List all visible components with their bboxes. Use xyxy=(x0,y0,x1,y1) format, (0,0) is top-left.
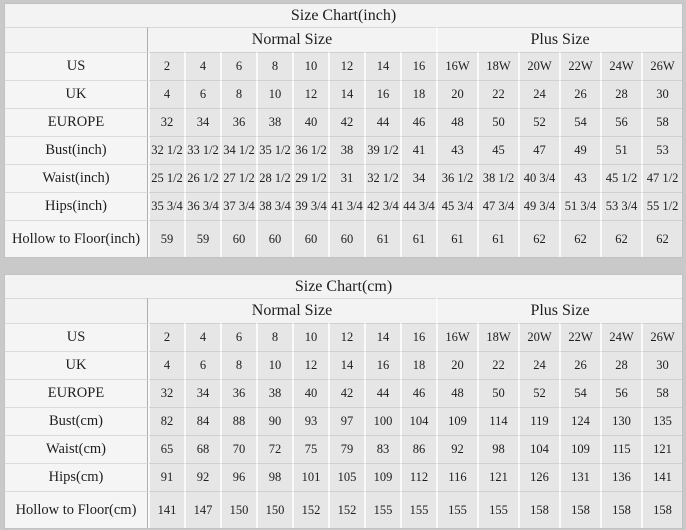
size-value-cell: 16W xyxy=(436,323,477,351)
size-value-cell: 14 xyxy=(364,52,400,80)
size-value-cell: 97 xyxy=(328,407,364,435)
size-value-cell: 2 xyxy=(148,52,184,80)
row-label: Hollow to Floor(cm) xyxy=(5,491,148,528)
size-value-cell: 22W xyxy=(559,323,600,351)
size-value-cell: 20 xyxy=(436,351,477,379)
size-value-cell: 115 xyxy=(600,435,641,463)
table-row xyxy=(5,435,682,463)
size-value-cell: 10 xyxy=(292,52,328,80)
table-row xyxy=(5,108,682,136)
size-value-cell: 92 xyxy=(436,435,477,463)
size-value-cell: 60 xyxy=(220,220,256,257)
size-value-cell: 158 xyxy=(559,491,600,528)
column-group-normal-size: Normal Size xyxy=(148,27,436,52)
column-group-plus-size: Plus Size xyxy=(436,298,682,323)
size-value-cell: 33 1/2 xyxy=(184,136,220,164)
size-value-cell: 136 xyxy=(600,463,641,491)
size-value-cell: 101 xyxy=(292,463,328,491)
size-value-cell: 75 xyxy=(292,435,328,463)
size-value-cell: 104 xyxy=(400,407,436,435)
size-value-cell: 16 xyxy=(364,80,400,108)
size-value-cell: 16 xyxy=(400,52,436,80)
column-group-plus-size: Plus Size xyxy=(436,27,682,52)
size-value-cell: 10 xyxy=(256,80,292,108)
size-value-cell: 79 xyxy=(328,435,364,463)
table-row xyxy=(5,463,682,491)
size-value-cell: 50 xyxy=(477,379,518,407)
size-value-cell: 18W xyxy=(477,323,518,351)
size-value-cell: 6 xyxy=(220,52,256,80)
size-value-cell: 56 xyxy=(600,379,641,407)
size-value-cell: 25 1/2 xyxy=(148,164,184,192)
size-value-cell: 22 xyxy=(477,80,518,108)
size-value-cell: 48 xyxy=(436,108,477,136)
size-value-cell: 155 xyxy=(364,491,400,528)
size-value-cell: 42 3/4 xyxy=(364,192,400,220)
size-value-cell: 14 xyxy=(364,323,400,351)
size-value-cell: 6 xyxy=(184,351,220,379)
size-value-cell: 70 xyxy=(220,435,256,463)
table-row xyxy=(5,136,682,164)
row-label: EUROPE xyxy=(5,108,148,136)
table-title: Size Chart(inch) xyxy=(5,4,682,27)
row-label: US xyxy=(5,52,148,80)
size-value-cell: 44 xyxy=(364,379,400,407)
size-value-cell: 112 xyxy=(400,463,436,491)
size-value-cell: 152 xyxy=(292,491,328,528)
size-value-cell: 38 3/4 xyxy=(256,192,292,220)
size-value-cell: 93 xyxy=(292,407,328,435)
size-value-cell: 32 xyxy=(148,379,184,407)
size-value-cell: 36 xyxy=(220,379,256,407)
size-value-cell: 119 xyxy=(518,407,559,435)
size-value-cell: 158 xyxy=(641,491,682,528)
size-value-cell: 61 xyxy=(400,220,436,257)
size-value-cell: 36 3/4 xyxy=(184,192,220,220)
size-value-cell: 8 xyxy=(220,80,256,108)
size-value-cell: 90 xyxy=(256,407,292,435)
row-label: Hips(inch) xyxy=(5,192,148,220)
size-value-cell: 36 1/2 xyxy=(436,164,477,192)
size-value-cell: 62 xyxy=(641,220,682,257)
column-group-row xyxy=(5,298,682,323)
size-value-cell: 59 xyxy=(184,220,220,257)
size-value-cell: 12 xyxy=(292,351,328,379)
size-value-cell: 35 1/2 xyxy=(256,136,292,164)
size-value-cell: 130 xyxy=(600,407,641,435)
size-value-cell: 59 xyxy=(148,220,184,257)
size-value-cell: 24W xyxy=(600,52,641,80)
size-value-cell: 62 xyxy=(518,220,559,257)
size-value-cell: 14 xyxy=(328,351,364,379)
size-value-cell: 105 xyxy=(328,463,364,491)
size-value-cell: 43 xyxy=(559,164,600,192)
size-value-cell: 18 xyxy=(400,80,436,108)
size-value-cell: 158 xyxy=(518,491,559,528)
size-value-cell: 47 1/2 xyxy=(641,164,682,192)
size-value-cell: 36 xyxy=(220,108,256,136)
size-value-cell: 14 xyxy=(328,80,364,108)
table-row xyxy=(5,52,682,80)
size-value-cell: 38 xyxy=(256,379,292,407)
size-value-cell: 26 xyxy=(559,351,600,379)
row-label: Bust(cm) xyxy=(5,407,148,435)
size-value-cell: 155 xyxy=(477,491,518,528)
row-label: US xyxy=(5,323,148,351)
size-value-cell: 24W xyxy=(600,323,641,351)
size-value-cell: 91 xyxy=(148,463,184,491)
size-value-cell: 40 3/4 xyxy=(518,164,559,192)
size-value-cell: 72 xyxy=(256,435,292,463)
size-value-cell: 30 xyxy=(641,80,682,108)
size-value-cell: 22 xyxy=(477,351,518,379)
size-value-cell: 116 xyxy=(436,463,477,491)
size-value-cell: 45 xyxy=(477,136,518,164)
size-value-cell: 124 xyxy=(559,407,600,435)
table-row xyxy=(5,164,682,192)
size-value-cell: 100 xyxy=(364,407,400,435)
row-label: UK xyxy=(5,80,148,108)
size-value-cell: 28 xyxy=(600,351,641,379)
size-value-cell: 150 xyxy=(220,491,256,528)
size-value-cell: 131 xyxy=(559,463,600,491)
size-value-cell: 104 xyxy=(518,435,559,463)
size-value-cell: 10 xyxy=(256,351,292,379)
size-value-cell: 56 xyxy=(600,108,641,136)
size-value-cell: 45 1/2 xyxy=(600,164,641,192)
size-value-cell: 98 xyxy=(477,435,518,463)
size-value-cell: 155 xyxy=(400,491,436,528)
size-value-cell: 4 xyxy=(148,80,184,108)
size-value-cell: 36 1/2 xyxy=(292,136,328,164)
size-value-cell: 46 xyxy=(400,379,436,407)
size-value-cell: 83 xyxy=(364,435,400,463)
table-title: Size Chart(cm) xyxy=(5,275,682,298)
size-value-cell: 61 xyxy=(436,220,477,257)
size-value-cell: 54 xyxy=(559,108,600,136)
size-value-cell: 30 xyxy=(641,351,682,379)
size-value-cell: 16 xyxy=(400,323,436,351)
size-value-cell: 16 xyxy=(364,351,400,379)
size-value-cell: 20 xyxy=(436,80,477,108)
size-value-cell: 12 xyxy=(292,80,328,108)
size-value-cell: 152 xyxy=(328,491,364,528)
size-value-cell: 40 xyxy=(292,379,328,407)
size-value-cell: 41 3/4 xyxy=(328,192,364,220)
size-value-cell: 39 1/2 xyxy=(364,136,400,164)
table-row xyxy=(5,192,682,220)
size-value-cell: 43 xyxy=(436,136,477,164)
size-value-cell: 45 3/4 xyxy=(436,192,477,220)
row-label: Hips(cm) xyxy=(5,463,148,491)
size-value-cell: 26 1/2 xyxy=(184,164,220,192)
size-value-cell: 38 1/2 xyxy=(477,164,518,192)
size-value-cell: 135 xyxy=(641,407,682,435)
size-value-cell: 24 xyxy=(518,351,559,379)
size-value-cell: 2 xyxy=(148,323,184,351)
table-row xyxy=(5,491,682,528)
size-value-cell: 141 xyxy=(641,463,682,491)
row-label: EUROPE xyxy=(5,379,148,407)
size-value-cell: 62 xyxy=(600,220,641,257)
size-value-cell: 46 xyxy=(400,108,436,136)
column-group-row xyxy=(5,27,682,52)
size-value-cell: 12 xyxy=(328,323,364,351)
size-value-cell: 147 xyxy=(184,491,220,528)
size-value-cell: 155 xyxy=(436,491,477,528)
size-value-cell: 4 xyxy=(148,351,184,379)
corner-cell xyxy=(5,298,148,323)
size-value-cell: 18 xyxy=(400,351,436,379)
size-value-cell: 18W xyxy=(477,52,518,80)
size-value-cell: 28 xyxy=(600,80,641,108)
size-value-cell: 92 xyxy=(184,463,220,491)
size-value-cell: 44 xyxy=(364,108,400,136)
size-value-cell: 60 xyxy=(256,220,292,257)
row-label: UK xyxy=(5,351,148,379)
size-value-cell: 4 xyxy=(184,52,220,80)
size-value-cell: 37 3/4 xyxy=(220,192,256,220)
size-value-cell: 58 xyxy=(641,108,682,136)
size-value-cell: 86 xyxy=(400,435,436,463)
size-value-cell: 109 xyxy=(559,435,600,463)
size-value-cell: 47 xyxy=(518,136,559,164)
size-value-cell: 4 xyxy=(184,323,220,351)
size-value-cell: 114 xyxy=(477,407,518,435)
size-value-cell: 50 xyxy=(477,108,518,136)
size-value-cell: 32 1/2 xyxy=(364,164,400,192)
size-value-cell: 6 xyxy=(220,323,256,351)
size-value-cell: 34 1/2 xyxy=(220,136,256,164)
size-value-cell: 39 3/4 xyxy=(292,192,328,220)
size-value-cell: 82 xyxy=(148,407,184,435)
size-value-cell: 31 xyxy=(328,164,364,192)
size-value-cell: 58 xyxy=(641,379,682,407)
size-value-cell: 28 1/2 xyxy=(256,164,292,192)
size-value-cell: 68 xyxy=(184,435,220,463)
size-chart-cm-table xyxy=(4,274,683,529)
size-value-cell: 62 xyxy=(559,220,600,257)
size-value-cell: 53 3/4 xyxy=(600,192,641,220)
corner-cell xyxy=(5,27,148,52)
size-value-cell: 65 xyxy=(148,435,184,463)
size-value-cell: 29 1/2 xyxy=(292,164,328,192)
size-value-cell: 51 3/4 xyxy=(559,192,600,220)
table-title-row xyxy=(5,275,682,298)
size-value-cell: 27 1/2 xyxy=(220,164,256,192)
size-value-cell: 121 xyxy=(641,435,682,463)
size-value-cell: 84 xyxy=(184,407,220,435)
table-title-row xyxy=(5,4,682,27)
size-value-cell: 88 xyxy=(220,407,256,435)
size-value-cell: 32 xyxy=(148,108,184,136)
size-value-cell: 42 xyxy=(328,108,364,136)
size-value-cell: 61 xyxy=(477,220,518,257)
size-value-cell: 6 xyxy=(184,80,220,108)
size-value-cell: 34 xyxy=(400,164,436,192)
size-value-cell: 51 xyxy=(600,136,641,164)
size-value-cell: 8 xyxy=(256,323,292,351)
column-group-normal-size: Normal Size xyxy=(148,298,436,323)
table-row xyxy=(5,379,682,407)
size-value-cell: 12 xyxy=(328,52,364,80)
size-value-cell: 24 xyxy=(518,80,559,108)
size-value-cell: 47 3/4 xyxy=(477,192,518,220)
size-value-cell: 20W xyxy=(518,323,559,351)
table-row xyxy=(5,323,682,351)
size-value-cell: 126 xyxy=(518,463,559,491)
size-value-cell: 54 xyxy=(559,379,600,407)
size-value-cell: 26 xyxy=(559,80,600,108)
size-value-cell: 8 xyxy=(256,52,292,80)
size-value-cell: 121 xyxy=(477,463,518,491)
row-label: Hollow to Floor(inch) xyxy=(5,220,148,257)
size-value-cell: 40 xyxy=(292,108,328,136)
size-value-cell: 49 3/4 xyxy=(518,192,559,220)
size-value-cell: 42 xyxy=(328,379,364,407)
row-label: Bust(inch) xyxy=(5,136,148,164)
size-value-cell: 26W xyxy=(641,323,682,351)
size-value-cell: 32 1/2 xyxy=(148,136,184,164)
size-value-cell: 53 xyxy=(641,136,682,164)
size-value-cell: 96 xyxy=(220,463,256,491)
size-value-cell: 41 xyxy=(400,136,436,164)
size-value-cell: 98 xyxy=(256,463,292,491)
table-row xyxy=(5,351,682,379)
size-value-cell: 61 xyxy=(364,220,400,257)
size-value-cell: 16W xyxy=(436,52,477,80)
size-value-cell: 22W xyxy=(559,52,600,80)
size-value-cell: 60 xyxy=(328,220,364,257)
row-label: Waist(cm) xyxy=(5,435,148,463)
size-value-cell: 49 xyxy=(559,136,600,164)
table-row xyxy=(5,407,682,435)
size-value-cell: 141 xyxy=(148,491,184,528)
table-row xyxy=(5,220,682,257)
size-value-cell: 158 xyxy=(600,491,641,528)
size-value-cell: 109 xyxy=(436,407,477,435)
size-value-cell: 34 xyxy=(184,108,220,136)
size-value-cell: 150 xyxy=(256,491,292,528)
size-value-cell: 34 xyxy=(184,379,220,407)
size-value-cell: 38 xyxy=(328,136,364,164)
size-value-cell: 55 1/2 xyxy=(641,192,682,220)
size-value-cell: 8 xyxy=(220,351,256,379)
size-value-cell: 52 xyxy=(518,379,559,407)
size-value-cell: 38 xyxy=(256,108,292,136)
row-label: Waist(inch) xyxy=(5,164,148,192)
size-value-cell: 35 3/4 xyxy=(148,192,184,220)
size-value-cell: 48 xyxy=(436,379,477,407)
size-value-cell: 26W xyxy=(641,52,682,80)
size-value-cell: 52 xyxy=(518,108,559,136)
size-value-cell: 60 xyxy=(292,220,328,257)
size-chart-inch-table xyxy=(4,3,683,258)
size-value-cell: 44 3/4 xyxy=(400,192,436,220)
table-row xyxy=(5,80,682,108)
size-value-cell: 20W xyxy=(518,52,559,80)
size-value-cell: 109 xyxy=(364,463,400,491)
size-value-cell: 10 xyxy=(292,323,328,351)
